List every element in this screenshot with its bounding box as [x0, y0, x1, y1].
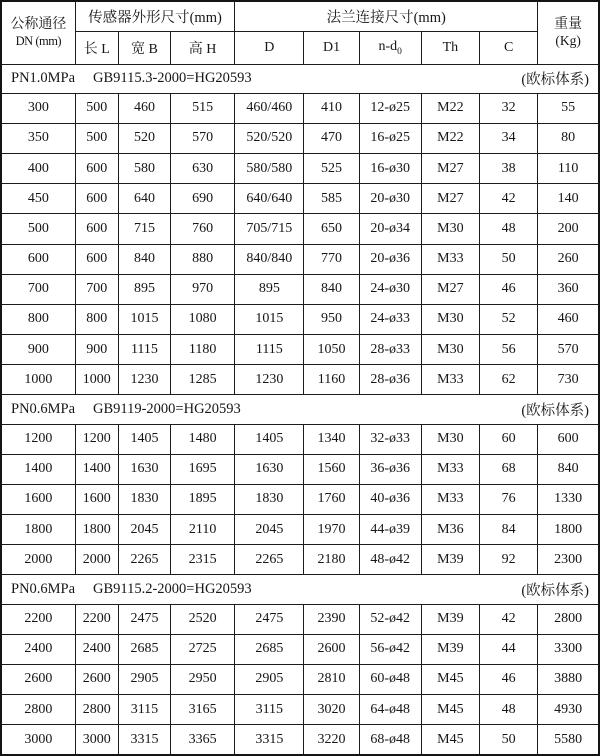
section-header-cell	[1, 575, 599, 604]
table-row	[1, 123, 599, 153]
cell-width-b: 895	[118, 274, 170, 304]
section-header-cell	[1, 64, 599, 93]
cell-d: 640/640	[235, 184, 304, 214]
header-group-sensor-dimensions: 传感器外形尺寸(mm)	[75, 1, 234, 31]
cell-height-h: 1180	[171, 335, 235, 365]
table-row	[1, 634, 599, 664]
cell-width-b: 580	[118, 154, 170, 184]
cell-d: 1630	[235, 454, 304, 484]
header-nominal-diameter-cn: 公称通径	[10, 17, 67, 33]
section-pressure-rating: PN0.6MPa	[11, 580, 76, 597]
cell-height-h: 2725	[171, 634, 235, 664]
cell-n-d0: 20-ø30	[359, 184, 421, 214]
cell-length-l: 600	[75, 184, 118, 214]
cell-weight: 730	[538, 365, 599, 395]
cell-length-l: 2600	[75, 664, 118, 694]
cell-c: 84	[479, 515, 537, 545]
cell-c: 34	[479, 123, 537, 153]
cell-d: 1830	[235, 484, 304, 514]
cell-c: 50	[479, 244, 537, 274]
cell-c: 92	[479, 545, 537, 575]
cell-dn: 500	[1, 214, 75, 244]
cell-d: 1015	[235, 304, 304, 334]
header-n-d0-subscript: 0	[397, 46, 402, 57]
cell-c: 38	[479, 154, 537, 184]
cell-length-l: 500	[75, 93, 118, 123]
cell-d1: 3020	[304, 695, 359, 725]
cell-d: 580/580	[235, 154, 304, 184]
cell-height-h: 1695	[171, 454, 235, 484]
table-row	[1, 93, 599, 123]
cell-d1: 2810	[304, 664, 359, 694]
header-c: C	[479, 31, 537, 64]
cell-dn: 800	[1, 304, 75, 334]
cell-n-d0: 32-ø33	[359, 424, 421, 454]
header-row-subcolumns	[1, 31, 599, 64]
cell-d: 1405	[235, 424, 304, 454]
cell-d: 2685	[235, 634, 304, 664]
cell-c: 42	[479, 604, 537, 634]
cell-dn: 1400	[1, 454, 75, 484]
table-row	[1, 515, 599, 545]
cell-th: M27	[421, 154, 479, 184]
cell-th: M30	[421, 424, 479, 454]
cell-d: 3115	[235, 695, 304, 725]
section-header-cell	[1, 395, 599, 424]
cell-width-b: 1405	[118, 424, 170, 454]
cell-dn: 1800	[1, 515, 75, 545]
table-row	[1, 424, 599, 454]
table-row	[1, 604, 599, 634]
cell-th: M22	[421, 93, 479, 123]
cell-th: M45	[421, 695, 479, 725]
cell-length-l: 600	[75, 214, 118, 244]
section-pressure-rating: PN1.0MPa	[11, 70, 76, 87]
cell-th: M22	[421, 123, 479, 153]
table-row	[1, 335, 599, 365]
cell-n-d0: 40-ø36	[359, 484, 421, 514]
cell-height-h: 3165	[171, 695, 235, 725]
cell-length-l: 2400	[75, 634, 118, 664]
cell-dn: 450	[1, 184, 75, 214]
section-header-row	[1, 64, 599, 93]
cell-dn: 1200	[1, 424, 75, 454]
header-weight-cn: 重量	[554, 16, 583, 32]
cell-c: 68	[479, 454, 537, 484]
cell-c: 52	[479, 304, 537, 334]
cell-d: 3315	[235, 725, 304, 755]
cell-weight: 1330	[538, 484, 599, 514]
cell-d1: 2600	[304, 634, 359, 664]
cell-height-h: 970	[171, 274, 235, 304]
table-body	[1, 64, 599, 755]
header-d: D	[235, 31, 304, 64]
cell-n-d0: 48-ø42	[359, 545, 421, 575]
cell-c: 32	[479, 93, 537, 123]
cell-n-d0: 64-ø48	[359, 695, 421, 725]
cell-d: 1115	[235, 335, 304, 365]
cell-width-b: 2265	[118, 545, 170, 575]
cell-d1: 840	[304, 274, 359, 304]
header-weight-unit: (Kg)	[555, 33, 581, 49]
header-weight	[538, 1, 599, 64]
table-row	[1, 304, 599, 334]
cell-d: 840/840	[235, 244, 304, 274]
cell-width-b: 2045	[118, 515, 170, 545]
cell-th: M33	[421, 365, 479, 395]
cell-n-d0: 28-ø33	[359, 335, 421, 365]
cell-width-b: 640	[118, 184, 170, 214]
cell-c: 50	[479, 725, 537, 755]
table-row	[1, 365, 599, 395]
cell-d1: 1760	[304, 484, 359, 514]
cell-d1: 1970	[304, 515, 359, 545]
table-header	[1, 1, 599, 64]
cell-width-b: 1230	[118, 365, 170, 395]
cell-c: 62	[479, 365, 537, 395]
cell-weight: 3880	[538, 664, 599, 694]
cell-weight: 110	[538, 154, 599, 184]
cell-weight: 1800	[538, 515, 599, 545]
cell-th: M39	[421, 634, 479, 664]
cell-length-l: 2800	[75, 695, 118, 725]
cell-n-d0: 16-ø25	[359, 123, 421, 153]
cell-th: M30	[421, 335, 479, 365]
header-d1: D1	[304, 31, 359, 64]
cell-d: 2265	[235, 545, 304, 575]
cell-n-d0: 68-ø48	[359, 725, 421, 755]
cell-weight: 460	[538, 304, 599, 334]
section-header-row	[1, 575, 599, 604]
cell-height-h: 1480	[171, 424, 235, 454]
cell-n-d0: 60-ø48	[359, 664, 421, 694]
cell-width-b: 715	[118, 214, 170, 244]
cell-n-d0: 56-ø42	[359, 634, 421, 664]
cell-dn: 350	[1, 123, 75, 153]
cell-th: M30	[421, 214, 479, 244]
cell-d1: 470	[304, 123, 359, 153]
cell-n-d0: 44-ø39	[359, 515, 421, 545]
cell-th: M33	[421, 454, 479, 484]
cell-width-b: 1830	[118, 484, 170, 514]
table-row	[1, 725, 599, 755]
cell-weight: 2800	[538, 604, 599, 634]
section-system-note: (欧标体系)	[521, 72, 589, 89]
cell-c: 42	[479, 184, 537, 214]
cell-n-d0: 28-ø36	[359, 365, 421, 395]
cell-n-d0: 20-ø36	[359, 244, 421, 274]
cell-length-l: 2200	[75, 604, 118, 634]
cell-length-l: 1000	[75, 365, 118, 395]
section-standard-code: GB9115.3-2000=HG20593	[93, 70, 252, 87]
cell-weight: 840	[538, 454, 599, 484]
cell-width-b: 2905	[118, 664, 170, 694]
cell-width-b: 840	[118, 244, 170, 274]
cell-dn: 600	[1, 244, 75, 274]
cell-weight: 200	[538, 214, 599, 244]
cell-d1: 410	[304, 93, 359, 123]
cell-n-d0: 52-ø42	[359, 604, 421, 634]
header-n-d0	[359, 31, 421, 64]
header-height-h: 高 H	[171, 31, 235, 64]
cell-length-l: 2000	[75, 545, 118, 575]
cell-d1: 1160	[304, 365, 359, 395]
cell-th: M33	[421, 484, 479, 514]
section-standard-code: GB9119-2000=HG20593	[93, 400, 241, 417]
cell-width-b: 3115	[118, 695, 170, 725]
cell-th: M27	[421, 274, 479, 304]
cell-d: 2045	[235, 515, 304, 545]
cell-c: 56	[479, 335, 537, 365]
cell-width-b: 1630	[118, 454, 170, 484]
cell-dn: 2200	[1, 604, 75, 634]
cell-height-h: 880	[171, 244, 235, 274]
cell-width-b: 3315	[118, 725, 170, 755]
cell-height-h: 1895	[171, 484, 235, 514]
cell-height-h: 630	[171, 154, 235, 184]
cell-d1: 585	[304, 184, 359, 214]
cell-dn: 2600	[1, 664, 75, 694]
cell-height-h: 1080	[171, 304, 235, 334]
cell-c: 44	[479, 634, 537, 664]
cell-weight: 3300	[538, 634, 599, 664]
cell-length-l: 3000	[75, 725, 118, 755]
header-length-l: 长 L	[75, 31, 118, 64]
cell-n-d0: 24-ø33	[359, 304, 421, 334]
cell-d: 705/715	[235, 214, 304, 244]
cell-length-l: 500	[75, 123, 118, 153]
table-row	[1, 274, 599, 304]
cell-d1: 950	[304, 304, 359, 334]
cell-weight: 80	[538, 123, 599, 153]
cell-length-l: 1600	[75, 484, 118, 514]
cell-th: M33	[421, 244, 479, 274]
section-header-content	[2, 399, 598, 420]
table-row	[1, 454, 599, 484]
cell-d1: 1340	[304, 424, 359, 454]
cell-th: M39	[421, 604, 479, 634]
cell-d1: 2390	[304, 604, 359, 634]
cell-n-d0: 36-ø36	[359, 454, 421, 484]
table-row	[1, 545, 599, 575]
cell-height-h: 690	[171, 184, 235, 214]
cell-height-h: 2950	[171, 664, 235, 694]
cell-weight: 55	[538, 93, 599, 123]
cell-n-d0: 12-ø25	[359, 93, 421, 123]
cell-n-d0: 24-ø30	[359, 274, 421, 304]
cell-length-l: 600	[75, 154, 118, 184]
section-header-content	[2, 579, 598, 600]
header-n-d0-base: n-d	[378, 38, 398, 54]
cell-dn: 2400	[1, 634, 75, 664]
cell-dn: 1600	[1, 484, 75, 514]
cell-th: M36	[421, 515, 479, 545]
cell-width-b: 520	[118, 123, 170, 153]
cell-height-h: 515	[171, 93, 235, 123]
table-row	[1, 695, 599, 725]
cell-length-l: 800	[75, 304, 118, 334]
cell-th: M45	[421, 664, 479, 694]
cell-length-l: 1800	[75, 515, 118, 545]
cell-length-l: 700	[75, 274, 118, 304]
cell-th: M27	[421, 184, 479, 214]
table-row	[1, 484, 599, 514]
cell-weight: 570	[538, 335, 599, 365]
cell-height-h: 1285	[171, 365, 235, 395]
header-row-groups	[1, 1, 599, 31]
cell-height-h: 570	[171, 123, 235, 153]
cell-c: 60	[479, 424, 537, 454]
cell-d1: 770	[304, 244, 359, 274]
cell-th: M45	[421, 725, 479, 755]
section-pressure-rating: PN0.6MPa	[11, 400, 76, 417]
table-row	[1, 184, 599, 214]
cell-d1: 1560	[304, 454, 359, 484]
cell-width-b: 2685	[118, 634, 170, 664]
cell-weight: 5580	[538, 725, 599, 755]
cell-dn: 3000	[1, 725, 75, 755]
section-header-row	[1, 395, 599, 424]
cell-width-b: 1015	[118, 304, 170, 334]
cell-weight: 2300	[538, 545, 599, 575]
cell-d: 520/520	[235, 123, 304, 153]
cell-dn: 1000	[1, 365, 75, 395]
table-row	[1, 214, 599, 244]
cell-d: 2905	[235, 664, 304, 694]
cell-th: M39	[421, 545, 479, 575]
cell-height-h: 760	[171, 214, 235, 244]
cell-d: 895	[235, 274, 304, 304]
section-standard-code: GB9115.2-2000=HG20593	[93, 580, 252, 597]
cell-dn: 700	[1, 274, 75, 304]
cell-width-b: 1115	[118, 335, 170, 365]
cell-n-d0: 16-ø30	[359, 154, 421, 184]
cell-height-h: 2110	[171, 515, 235, 545]
cell-weight: 600	[538, 424, 599, 454]
cell-weight: 4930	[538, 695, 599, 725]
cell-length-l: 1200	[75, 424, 118, 454]
header-group-flange-dimensions: 法兰连接尺寸(mm)	[235, 1, 538, 31]
cell-weight: 140	[538, 184, 599, 214]
cell-dn: 2800	[1, 695, 75, 725]
cell-d1: 1050	[304, 335, 359, 365]
cell-dn: 900	[1, 335, 75, 365]
cell-th: M30	[421, 304, 479, 334]
cell-d1: 2180	[304, 545, 359, 575]
header-width-b: 宽 B	[118, 31, 170, 64]
cell-dn: 400	[1, 154, 75, 184]
cell-c: 46	[479, 274, 537, 304]
table-row	[1, 154, 599, 184]
cell-c: 48	[479, 214, 537, 244]
cell-d: 1230	[235, 365, 304, 395]
cell-c: 76	[479, 484, 537, 514]
table-row	[1, 664, 599, 694]
cell-weight: 360	[538, 274, 599, 304]
cell-height-h: 2520	[171, 604, 235, 634]
cell-n-d0: 20-ø34	[359, 214, 421, 244]
section-system-note: (欧标体系)	[521, 402, 589, 419]
cell-d1: 650	[304, 214, 359, 244]
cell-length-l: 900	[75, 335, 118, 365]
cell-weight: 260	[538, 244, 599, 274]
cell-width-b: 460	[118, 93, 170, 123]
cell-d: 460/460	[235, 93, 304, 123]
cell-c: 46	[479, 664, 537, 694]
cell-width-b: 2475	[118, 604, 170, 634]
cell-height-h: 3365	[171, 725, 235, 755]
cell-d1: 525	[304, 154, 359, 184]
cell-d1: 3220	[304, 725, 359, 755]
cell-length-l: 1400	[75, 454, 118, 484]
header-th: Th	[421, 31, 479, 64]
cell-c: 48	[479, 695, 537, 725]
header-nominal-diameter-unit: DN (mm)	[15, 33, 62, 48]
section-header-content	[2, 68, 598, 89]
header-nominal-diameter	[1, 1, 75, 64]
section-system-note: (欧标体系)	[521, 582, 589, 599]
cell-height-h: 2315	[171, 545, 235, 575]
cell-dn: 300	[1, 93, 75, 123]
cell-length-l: 600	[75, 244, 118, 274]
cell-d: 2475	[235, 604, 304, 634]
cell-dn: 2000	[1, 545, 75, 575]
table-row	[1, 244, 599, 274]
